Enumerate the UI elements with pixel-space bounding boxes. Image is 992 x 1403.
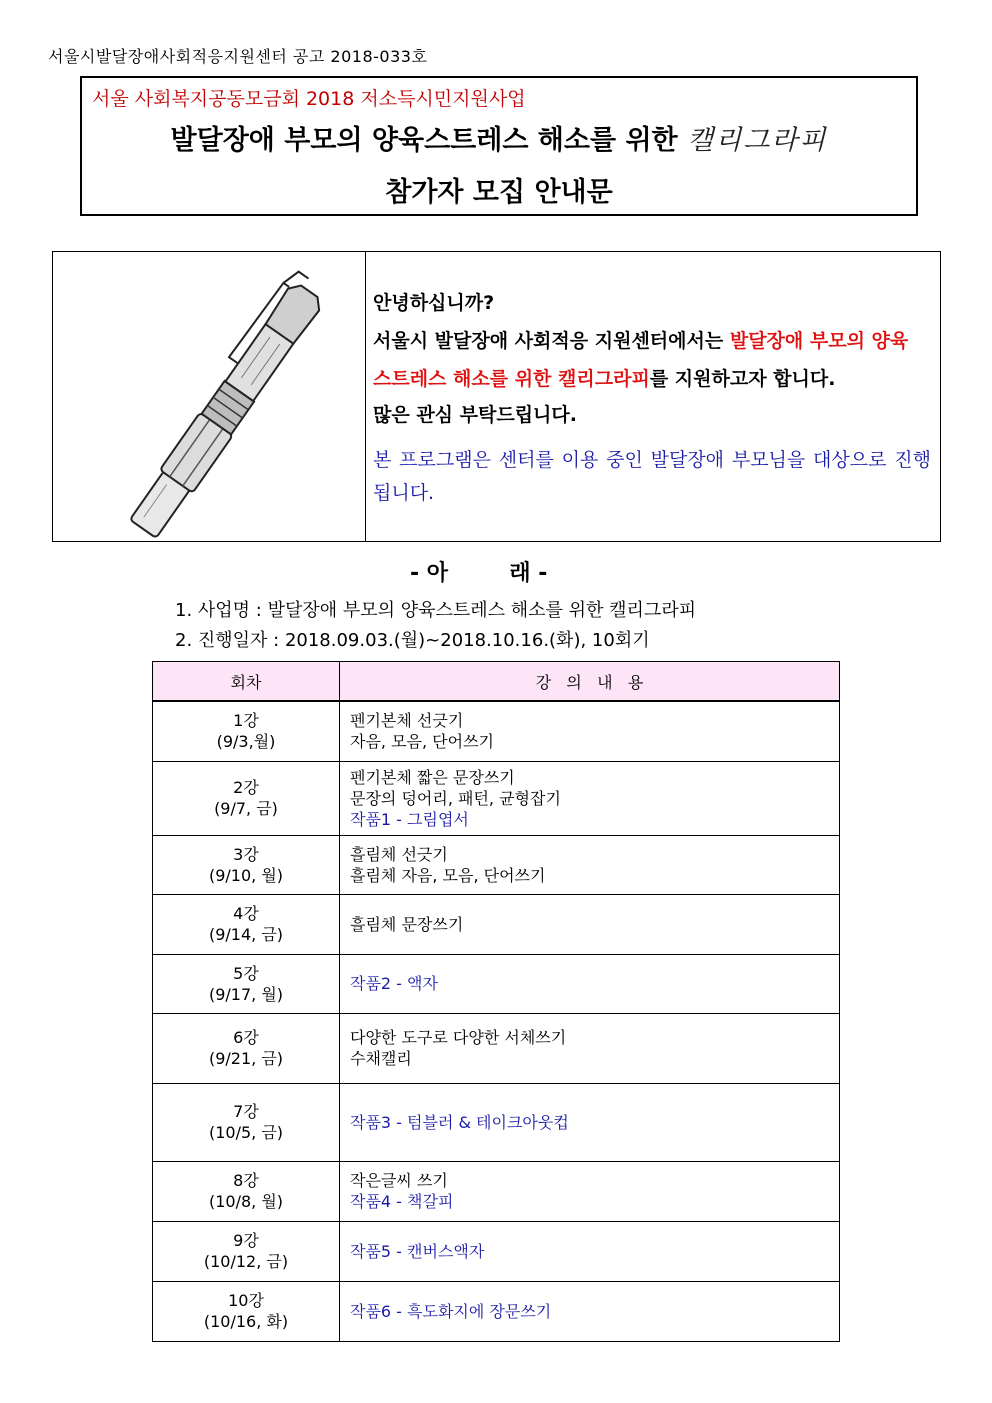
artwork-line: 작품6 - 흑도화지에 장문쓰기 — [350, 1301, 552, 1321]
session-cell — [153, 1161, 340, 1221]
session-cell — [153, 1013, 340, 1083]
session-date: (10/12, 금) — [203, 1252, 289, 1271]
content-cell — [340, 701, 840, 761]
intro-highlight-2: 스트레스 해소를 위한 캘리그라피 — [373, 368, 650, 390]
title-calligraphy: 캘리그라피 — [687, 125, 828, 156]
intro-message — [373, 252, 933, 541]
session-number: 4강 — [233, 904, 259, 923]
table-header-row — [153, 662, 840, 702]
content-cell — [340, 1083, 840, 1161]
section-heading: - 아 래 - — [410, 561, 548, 586]
title-main-text: 발달장애 부모의 양육스트레스 해소를 위한 — [170, 125, 678, 156]
item-schedule: 2. 진행일자 : 2018.09.03.(월)~2018.10.16.(화), 10회기 — [175, 630, 650, 651]
table-row — [153, 894, 840, 954]
session-date: (10/8, 월) — [208, 1192, 284, 1211]
table-row — [153, 1281, 840, 1341]
session-date: (9/10, 월) — [208, 865, 284, 885]
header-session: 회차 — [153, 662, 340, 702]
session-cell — [153, 835, 340, 894]
artwork-line: 작품2 - 액자 — [350, 974, 438, 993]
session-date: (9/3,월) — [216, 732, 276, 752]
lesson-line: 다양한 도구로 다양한 서체쓰기 — [350, 1028, 567, 1047]
session-number: 3강 — [233, 844, 259, 864]
session-number: 1강 — [233, 711, 259, 731]
lesson-line: 펜기본체 짧은 문장쓰기 — [350, 767, 515, 787]
lesson-line: 작은글씨 쓰기 — [350, 1171, 448, 1190]
session-date: (9/17, 월) — [208, 984, 284, 1004]
session-cell — [153, 1221, 340, 1281]
session-number: 2강 — [233, 778, 259, 797]
artwork-line: 작품1 - 그림엽서 — [350, 809, 469, 829]
content-cell — [340, 761, 840, 835]
table-row — [153, 1083, 840, 1161]
program-note: 본 프로그램은 센터를 이용 중인 발달장애 부모님을 대상으로 진행됩니다. — [373, 449, 931, 504]
content-cell — [340, 1013, 840, 1083]
intro-line-4: 많은 관심 부탁드립니다. — [373, 404, 577, 426]
intro-line-2-text: 서울시 발달장애 사회적응 지원센터에서는 — [373, 330, 730, 352]
session-cell — [153, 954, 340, 1013]
title-main — [82, 118, 916, 157]
lesson-line: 흘림체 자음, 모음, 단어쓰기 — [350, 865, 546, 885]
session-cell — [153, 761, 340, 835]
session-date: (9/14, 금) — [208, 925, 284, 944]
schedule-table — [152, 661, 840, 1342]
content-cell — [340, 835, 840, 894]
table-row — [153, 761, 840, 835]
session-number: 10강 — [228, 1291, 264, 1310]
lesson-line: 수채캘리 — [350, 1049, 412, 1068]
session-cell — [153, 1083, 340, 1161]
table-row — [153, 1221, 840, 1281]
lesson-line: 자음, 모음, 단어쓰기 — [350, 732, 494, 752]
content-cell — [340, 1221, 840, 1281]
session-date: (9/21, 금) — [208, 1049, 284, 1068]
table-row — [153, 1013, 840, 1083]
intro-line-2 — [373, 326, 908, 353]
session-cell — [153, 1281, 340, 1341]
content-cell — [340, 894, 840, 954]
session-cell — [153, 701, 340, 761]
table-row — [153, 1161, 840, 1221]
artwork-line: 작품4 - 책갈피 — [350, 1192, 454, 1211]
intro-line-3-text: 를 지원하고자 합니다. — [649, 368, 836, 390]
content-cell — [340, 1281, 840, 1341]
intro-highlight-1: 발달장애 부모의 양육 — [729, 330, 909, 352]
greeting: 안녕하십니까? — [373, 292, 495, 314]
content-cell — [340, 954, 840, 1013]
pen-illustration-cell — [53, 252, 366, 541]
item-project-name: 1. 사업명 : 발달장애 부모의 양육스트레스 해소를 위한 캘리그라피 — [175, 600, 697, 621]
artwork-line: 작품5 - 캔버스액자 — [350, 1241, 485, 1261]
header-content: 강 의 내 용 — [340, 662, 840, 702]
table-row — [153, 954, 840, 1013]
lesson-line: 흘림체 선긋기 — [350, 844, 448, 864]
table-row — [153, 835, 840, 894]
session-number: 6강 — [233, 1028, 259, 1047]
lesson-line: 문장의 덩어리, 패턴, 균형잡기 — [350, 788, 561, 808]
notice-number: 서울시발달장애사회적응지원센터 공고 2018-033호 — [48, 47, 428, 66]
session-date: (10/5, 금) — [208, 1123, 284, 1142]
schedule-body — [153, 701, 840, 1341]
session-number: 5강 — [233, 963, 259, 983]
session-date: (10/16, 화) — [203, 1312, 289, 1331]
title-sub: 참가자 모집 안내문 — [385, 177, 613, 208]
artwork-line: 작품3 - 텀블러 & 테이크아웃컵 — [350, 1112, 569, 1132]
session-cell — [153, 894, 340, 954]
session-number: 9강 — [233, 1231, 259, 1250]
lesson-line: 흘림체 문장쓰기 — [350, 914, 464, 934]
content-cell — [340, 1161, 840, 1221]
intro-box — [52, 251, 941, 542]
title-org: 서울 사회복지공동모금회 2018 저소득시민지원사업 — [92, 88, 526, 110]
title-box — [80, 76, 918, 216]
lesson-line: 펜기본체 선긋기 — [350, 711, 464, 731]
session-number: 8강 — [233, 1171, 259, 1190]
table-row — [153, 701, 840, 761]
pen-icon — [53, 252, 365, 541]
intro-line-3 — [373, 364, 835, 391]
session-number: 7강 — [233, 1102, 259, 1121]
session-date: (9/7, 금) — [214, 799, 278, 818]
